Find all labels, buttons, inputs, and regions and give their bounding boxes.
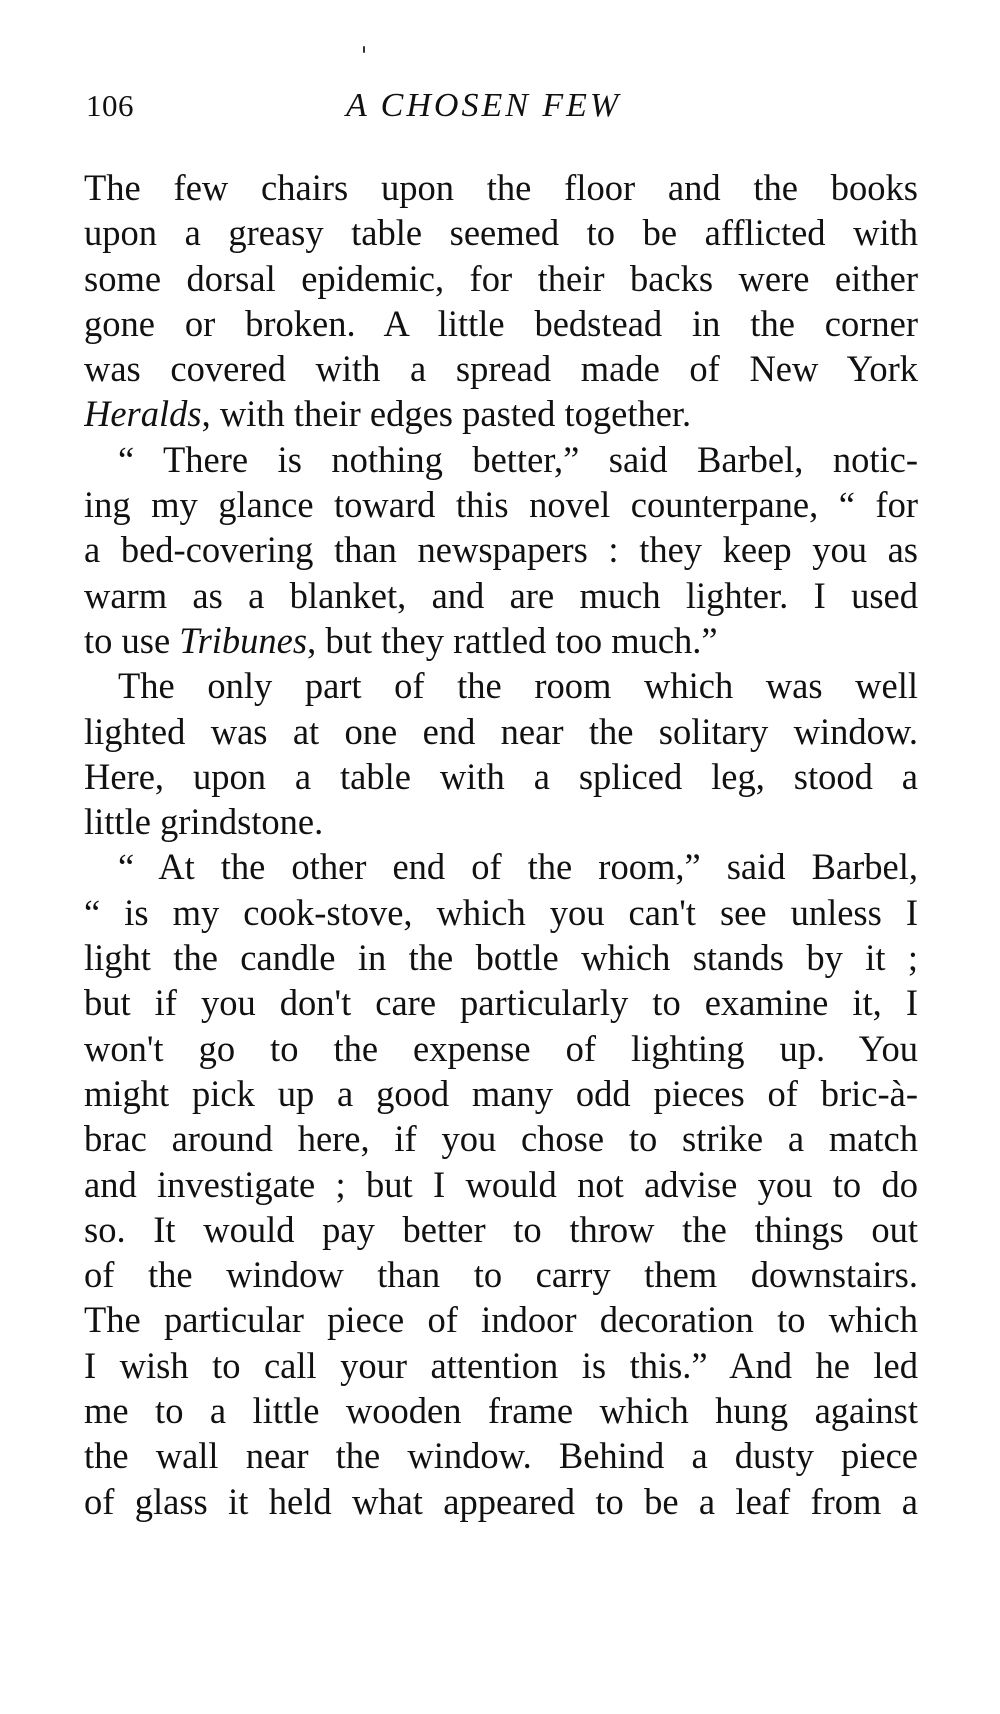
text-line: won't go to the expense of lighting up. You bbox=[84, 1027, 918, 1069]
paragraph-3 bbox=[84, 663, 918, 844]
text-line: some dorsal epidemic, for their backs were either bbox=[84, 257, 918, 299]
text-line: upon a greasy table seemed to be afflicted with bbox=[84, 212, 918, 254]
text-line: ing my glance toward this novel counterpane, “ for bbox=[84, 484, 918, 526]
text-line: the wall near the window. Behind a dusty piece bbox=[84, 1435, 918, 1477]
text-line: and investigate ; but I would not advise you to do bbox=[84, 1163, 918, 1205]
print-speck bbox=[363, 46, 365, 53]
body-text bbox=[84, 165, 918, 1524]
text-line: I wish to call your attention is this.” And he led bbox=[84, 1344, 918, 1386]
text-line: was covered with a spread made of New York bbox=[84, 348, 918, 390]
text-line: but if you don't care particularly to examine it, I bbox=[84, 982, 918, 1024]
text-line: to use Tribunes, but they rattled too much.” bbox=[84, 619, 718, 661]
text-line: warm as a blanket, and are much lighter. I used bbox=[84, 574, 918, 616]
paragraph-1 bbox=[84, 165, 918, 437]
text-line: light the candle in the bottle which stands by it ; bbox=[84, 937, 918, 979]
paragraph-4 bbox=[84, 844, 918, 1523]
text-line: might pick up a good many odd pieces of bric-à- bbox=[84, 1072, 918, 1114]
text-line: Here, upon a table with a spliced leg, stood a bbox=[84, 755, 918, 797]
page-number: 106 bbox=[86, 88, 134, 123]
text-line: little grindstone. bbox=[84, 801, 324, 843]
paragraph-2 bbox=[84, 437, 918, 663]
text-line: “ At the other end of the room,” said Barbel, bbox=[118, 846, 918, 888]
text-line: brac around here, if you chose to strike a match bbox=[84, 1118, 918, 1160]
text-line: The only part of the room which was well bbox=[118, 665, 918, 707]
text-line: so. It would pay better to throw the things out bbox=[84, 1208, 918, 1250]
text-line: “ is my cook-stove, which you can't see unless I bbox=[84, 891, 918, 933]
italic-title-heralds: Heralds bbox=[84, 393, 202, 435]
text-line: The few chairs upon the floor and the books bbox=[84, 167, 918, 208]
text-line: Heralds, with their edges pasted together. bbox=[84, 393, 692, 435]
text-line: a bed-covering than newspapers : they keep you as bbox=[84, 529, 918, 571]
page-header bbox=[86, 86, 916, 126]
text-line: me to a little wooden frame which hung against bbox=[84, 1390, 918, 1432]
text-line: of glass it held what appeared to be a leaf from a bbox=[84, 1480, 918, 1522]
italic-title-tribunes: Tribunes bbox=[179, 619, 308, 661]
text-line: lighted was at one end near the solitary window. bbox=[84, 710, 918, 752]
text-line: of the window than to carry them downstairs. bbox=[84, 1254, 918, 1296]
text-line: “ There is nothing better,” said Barbel, notic- bbox=[118, 438, 918, 480]
running-title: A CHOSEN FEW bbox=[346, 87, 622, 124]
text-line: The particular piece of indoor decoration to which bbox=[84, 1299, 918, 1341]
text-line: gone or broken. A little bedstead in the corner bbox=[84, 302, 918, 344]
